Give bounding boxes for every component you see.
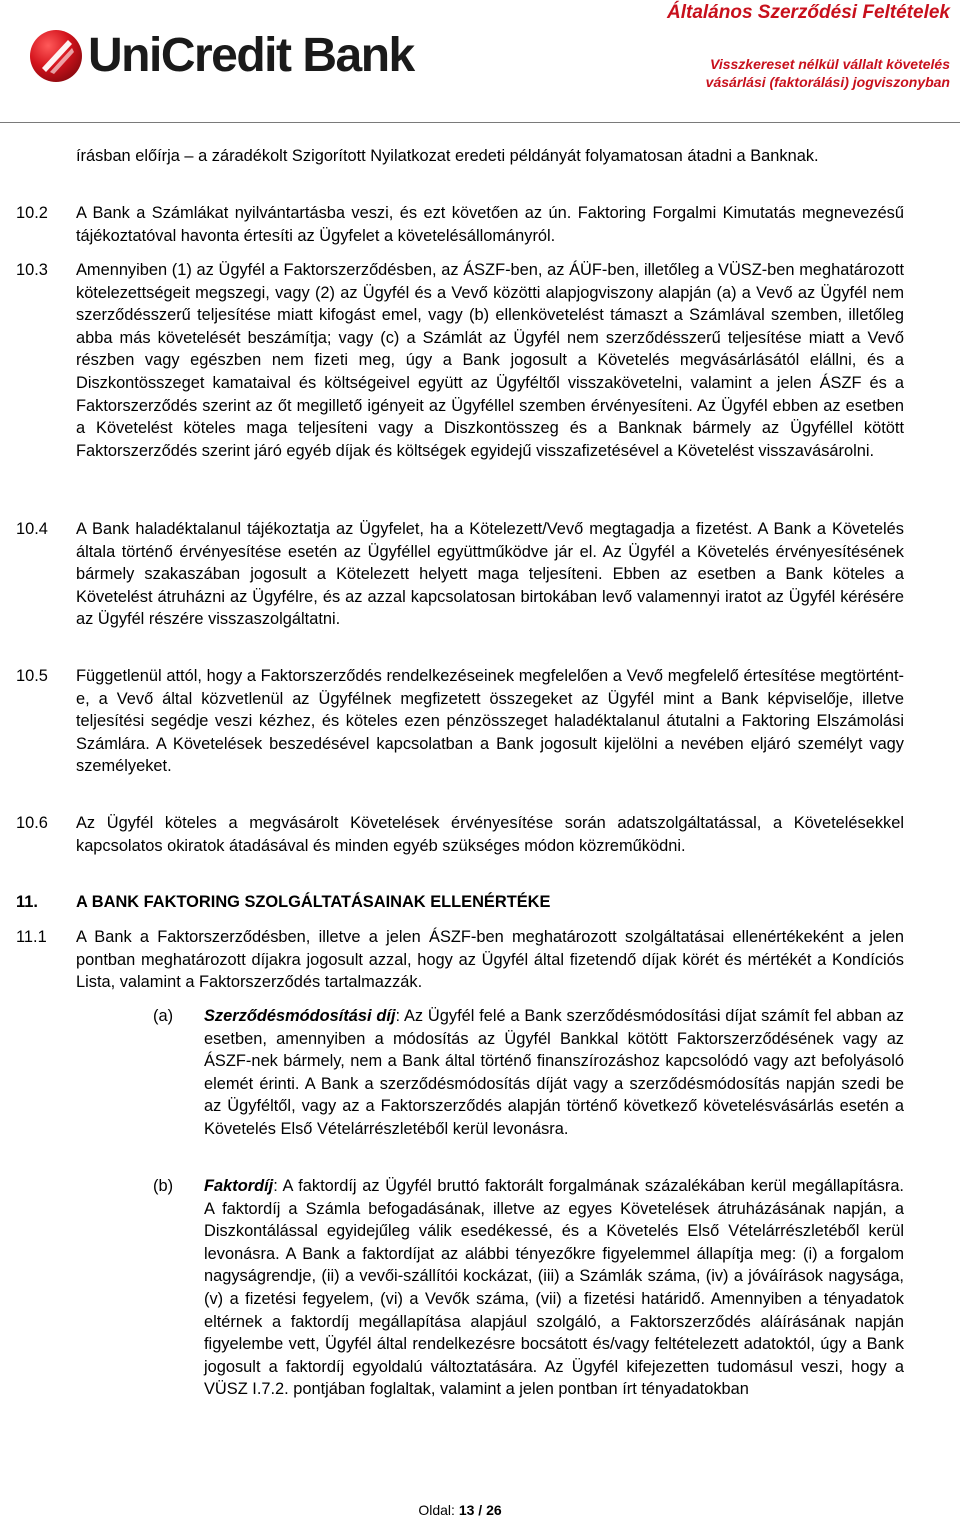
definition-text: : A faktordíj az Ügyfél bruttó faktorált forgalmának százalékában kerül megállapításra. A faktordíj a Számla befogadásának, illetve az egyes Követelések átruházásának napján, a Diszkontálással egyidejűleg válik esedékessé, és a Követelés Első Vételárrészletéből kerül levonásra. A Bank a faktordíjat az alábbi tényezőkre figyelemmel állapítja meg: (i) a forgalom nagyságrendje, (ii) a vevői-szállítói kockázat, (iii) a Számlák száma, (iv) a jóváírások nagysága, (v) a fizetési fegyelem, (vi) a Vevők száma, (vii) a fizetési határidő. Amennyiben a tényadatok eltérnek a faktordíj megállapítása alapjául szolgáló, a Faktorszerződés aláírásának napján figyelembe vett, Ügyfél által rendelkezésre bocsátott és/vagy feltételezett adatoktól, úgy a Bank jogosult a faktordíj egyoldalú változtatására. Az Ügyfél kifejezetten tudomásul veszi, hogy a VÜSZ I.7.2. pontjában foglaltak, valamint a jelen pontban írt tényadatokban: [204, 1177, 904, 1399]
defined-term: Szerződésmódosítási díj: [204, 1007, 396, 1025]
logo-wordmark: UniCredit Bank: [88, 29, 414, 82]
section-number: 10.3: [16, 261, 48, 279]
document-title: Általános Szerződési Feltételek: [667, 2, 950, 23]
definition-text: : Az Ügyfél felé a Bank szerződésmódosítási díjat számít fel abban az esetben, amennyiben a módosítás az Ügyfél Bankkal kötött Faktorszerződésének vagy az ÁSZF-nek bármely, nem a Bank által történő finanszírozáshoz kapcsolódó vagy azt befolyásoló elemét érinti. A Bank a szerződésmódosítás díját vagy a szerződésmódosítás napján szedi be az Ügyféltől, vagy az a Faktorszerződés alapján történő következő követelésvásárlás esetén a Követelés Első Vételárrészletéből kerül levonásra.: [204, 1007, 904, 1138]
intro-text: írásban előírja – a záradékolt Szigorított Nyilatkozat eredeti példányát folyamatosan átadni a Banknak.: [76, 147, 819, 165]
bank-logo: [28, 26, 414, 86]
section-heading-text: A BANK FAKTORING SZOLGÁLTATÁSAINAK ELLENÉRTÉKE: [76, 893, 551, 911]
section-text: Az Ügyfél köteles a megvásárolt Követelések érvényesítése során adatszolgáltatással, a Követelésekkel kapcsolatos okiratok átadásával és minden egyéb szükséges módon közreműködni.: [76, 814, 904, 855]
defined-term: Faktordíj: [204, 1177, 274, 1195]
section-text: Függetlenül attól, hogy a Faktorszerződés rendelkezéseinek megfelelően a Vevő megfelelő értesítése megtörtént-e, a Vevő által közvetlenül az Ügyfélnek megfizetett összegeket az Ügyfél mint a Bank képviselője, illetve teljesítési segédje veszi kézhez, és köteles ezen pénzösszeget haladéktalanul átutalni a Faktoring Elszámolási Számlára. A Követelések beszedésével kapcsolatban a Bank jogosult kijelölni a nevében eljáró személyt vagy személyeket.: [76, 667, 904, 776]
section-text: A Bank a Számlákat nyilvántartásba veszi, és ezt követően az ún. Faktoring Forgalmi Kimutatás megnevezésű tájékoztatóval havonta értesíti az Ügyfelet a követelésállományról.: [76, 204, 904, 245]
page-separator: /: [474, 1502, 487, 1518]
page-current: 13: [458, 1502, 475, 1518]
unicredit-logo-icon: [28, 28, 84, 84]
section-number: 10.2: [16, 204, 48, 222]
section-text: A Bank a Faktorszerződésben, illetve a jelen ÁSZF-ben meghatározott szolgáltatásai ellenértékeként a jelen pontban meghatározott díjakra jogosult azzal, hogy az Ügyfél által fizetendő díjak körét és mértékét a Kondíciós Lista, valamint a Faktorszerződés tartalmazzák.: [76, 928, 904, 992]
section-text: A Bank haladéktalanul tájékoztatja az Ügyfelet, ha a Kötelezett/Vevő megtagadja a fizetést. A Bank a Követelés általa történő érvényesítése esetén az Ügyféllel együttműködve jár el. Az Ügyfél a Követelés érvényesítésének bármely szakaszában jogosult a Kötelezett helyett maga teljesíteni. Ebben az esetben a Bank köteles a Követelést átruházni az Ügyfélre, és az azzal kapcsolatosan birtokában levő valamennyi iratot az Ügyfél kérésére az Ügyfél részére visszaszolgáltatni.: [76, 520, 904, 629]
document-subtitle: Visszkereset nélkül vállalt követelés vásárlási (faktorálási) jogviszonyban: [705, 56, 950, 90]
page-footer: [0, 1502, 920, 1518]
section-number: 10.4: [16, 520, 48, 538]
list-item-text: [204, 1005, 904, 1141]
section-number: 10.5: [16, 667, 48, 685]
list-item-label: (b): [153, 1177, 174, 1195]
intro-paragraph: [16, 145, 904, 168]
header-divider: [0, 122, 960, 123]
list-item-label: (a): [153, 1007, 174, 1025]
page-label: Oldal:: [418, 1502, 459, 1518]
section-number: 10.6: [16, 814, 48, 832]
section-text: Amennyiben (1) az Ügyfél a Faktorszerződésben, az ÁSZF-ben, az ÁÜF-ben, illetőleg a VÜSZ-ben meghatározott kötelezettségeit megszegi, vagy (2) az Ügyfél és a Vevő közötti alapjogviszony alapján (a) a Vevő az Ügyfél nem szerződésszerű teljesítése miatt kifogást emel, vagy (b) ellenkövetelést támaszt a Számlával szemben, illetőleg abba más követelését beszámítja; vagy (c) a Számlát az Ügyfél nem szerződésszerű teljesítése miatt a Vevő részben vagy egészben nem fizeti meg, úgy a Bank jogosult a Követelés megvásárlásától elállni, és a Diszkontösszeget kamataival és költségeivel együtt az Ügyféltől visszakövetelni, valamint a jelen ÁSZF és a Faktorszerződés szerint az őt megillető igényeit az Ügyféllel szemben érvényesíteni. Az Ügyfél ebben az esetben a Követelést köteles maga teljesíteni vagy a Diszkontösszeg és a Banknak bármely az Ügyféllel kötött Faktorszerződés szerint járó egyéb díjak és költségek egyidejű visszafizetésével a Követelést visszavásárolni.: [76, 261, 904, 460]
list-item-text: [204, 1175, 904, 1401]
section-number: 11.1: [16, 928, 47, 946]
page-total: 26: [486, 1502, 502, 1518]
section-number: 11.: [16, 893, 38, 911]
